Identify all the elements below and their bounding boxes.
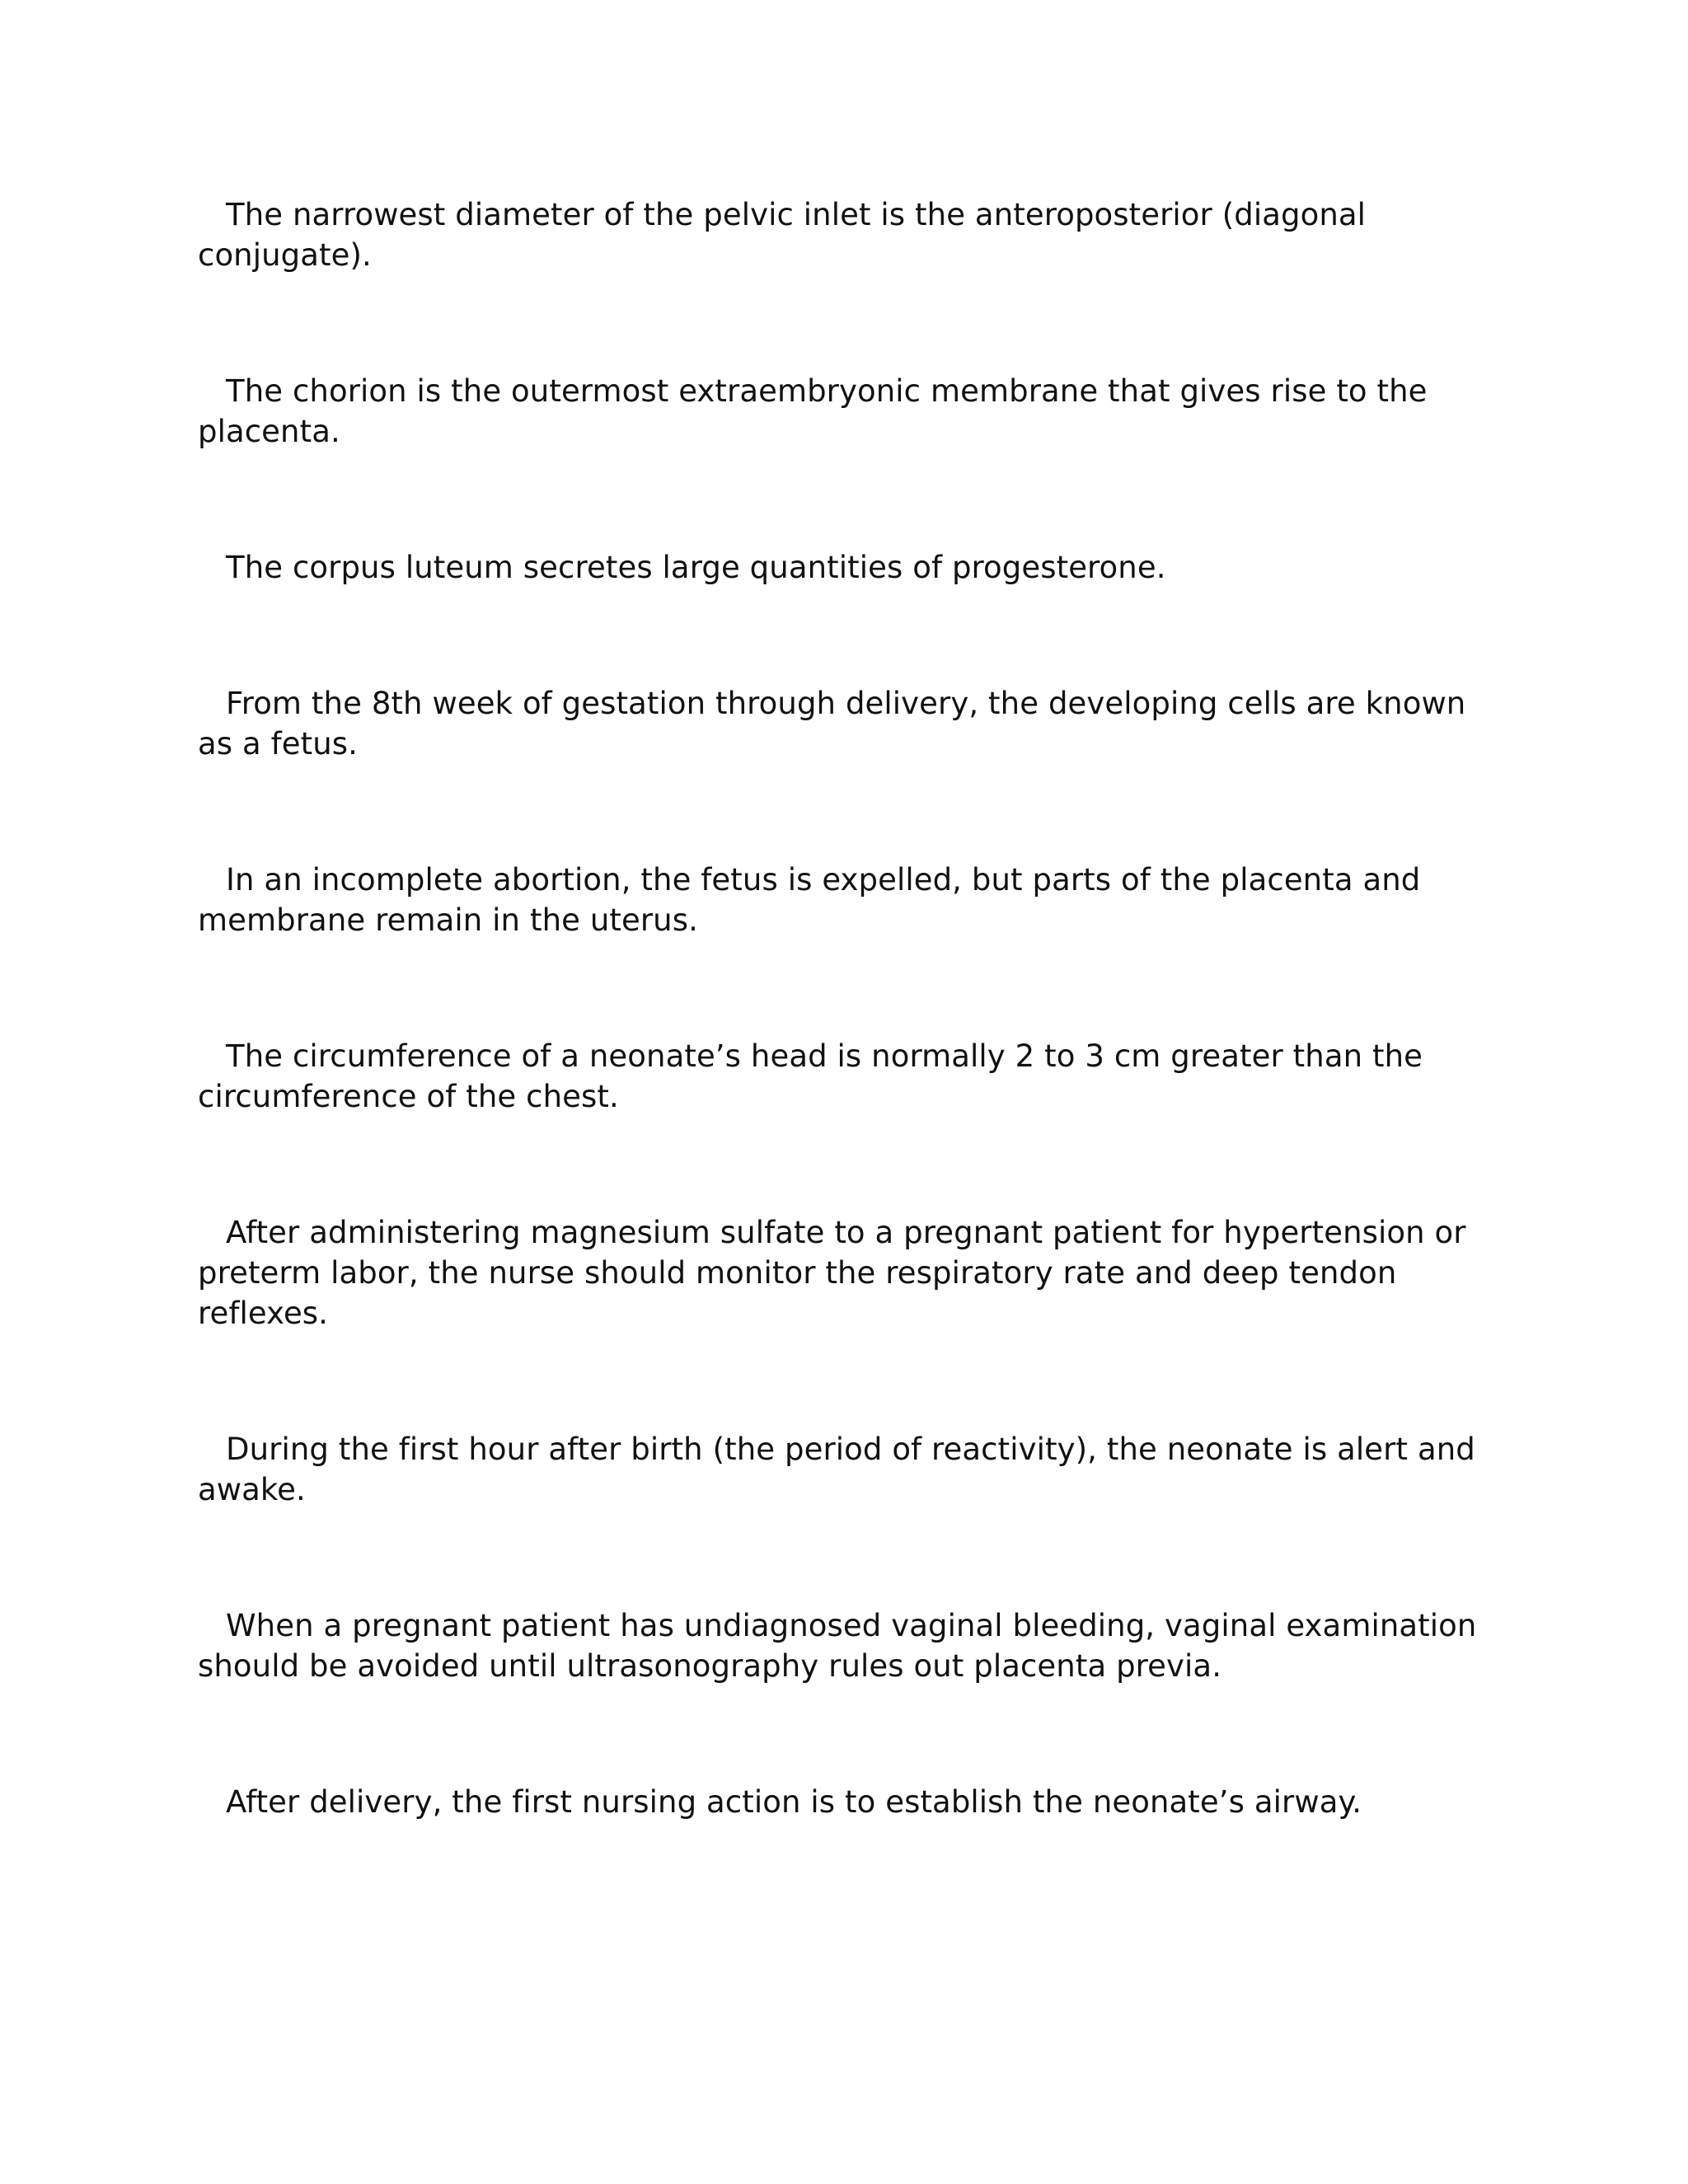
paragraph-vaginal-bleeding: When a pregnant patient has undiagnosed vaginal bleeding, vaginal examination should be avoided until ultrasonography rules out placenta previa. xyxy=(198,1608,1477,1684)
paragraph-pelvic-inlet: The narrowest diameter of the pelvic inlet is the anteroposterior (diagonal conjugate). xyxy=(198,197,1367,273)
paragraph-magnesium-sulfate: After administering magnesium sulfate to a pregnant patient for hypertension or preterm labor, the nurse should monitor the respiratory rate and deep tendon reflexes. xyxy=(198,1215,1466,1331)
paragraph-period-of-reactivity: During the first hour after birth (the period of reactivity), the neonate is alert and awake. xyxy=(198,1432,1475,1507)
paragraph-chorion: The chorion is the outermost extraembryonic membrane that gives rise to the placenta. xyxy=(198,373,1428,449)
paragraph-corpus-luteum: The corpus luteum secretes large quantities of progesterone. xyxy=(226,550,1166,585)
paragraph-fetus: From the 8th week of gestation through delivery, the developing cells are known as a fetus. xyxy=(198,686,1466,762)
paragraph-neonate-airway: After delivery, the first nursing action is to establish the neonate’s airway. xyxy=(226,1784,1362,1820)
paragraph-list xyxy=(198,194,1484,1918)
paragraph-head-circumference: The circumference of a neonate’s head is normally 2 to 3 cm greater than the circumference of the chest. xyxy=(198,1038,1423,1114)
paragraph-incomplete-abortion: In an incomplete abortion, the fetus is expelled, but parts of the placenta and membrane remain in the uterus. xyxy=(198,862,1421,938)
